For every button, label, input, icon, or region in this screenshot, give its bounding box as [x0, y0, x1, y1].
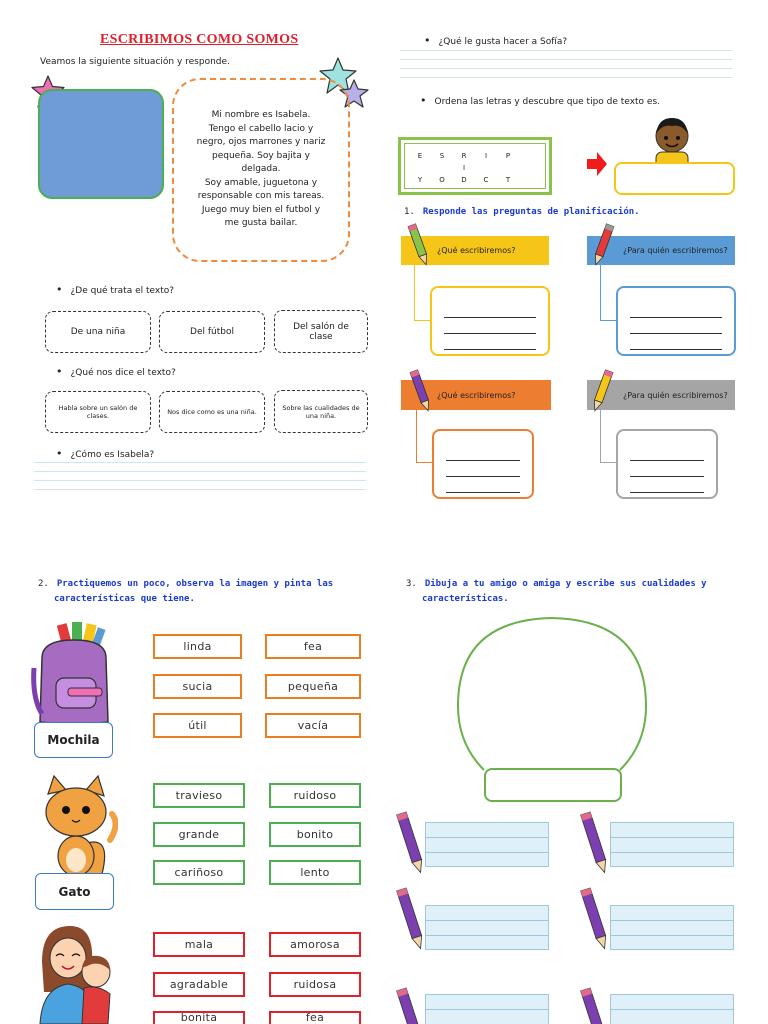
plan-label: ¿Qué escribiremos?: [401, 380, 551, 410]
connector: [600, 410, 617, 463]
image-placeholder: [38, 89, 164, 199]
question-3: • ¿Cómo es Isabela?: [56, 447, 154, 460]
word-option[interactable]: cariñoso: [153, 860, 245, 885]
answer-box[interactable]: [432, 429, 534, 499]
answer-lines[interactable]: [34, 462, 366, 497]
letter: [431, 164, 453, 172]
letter: P: [505, 152, 511, 160]
word-option[interactable]: bonita: [153, 1011, 245, 1024]
connector: [416, 410, 433, 463]
word-option[interactable]: grande: [153, 822, 245, 847]
section-1-text: Responde las preguntas de planificación.: [422, 207, 640, 217]
word-option[interactable]: fea: [265, 634, 361, 659]
writing-lines[interactable]: [425, 905, 549, 950]
page-title: ESCRIBIMOS COMO SOMOS: [100, 32, 299, 47]
word-option[interactable]: pequeña: [265, 674, 361, 699]
option-box[interactable]: Habla sobre un salón de clases.: [45, 391, 151, 433]
story-line: me gusta bailar.: [224, 218, 298, 229]
story-bubble: [172, 78, 350, 262]
backpack-image: [30, 618, 118, 728]
letter: S: [439, 152, 445, 160]
pencil-icon: [580, 984, 610, 1024]
question-2: • ¿Qué nos dice el texto?: [56, 365, 176, 378]
story-line: responsable con mis tareas.: [197, 191, 325, 202]
word-option[interactable]: lento: [269, 860, 361, 885]
letter: E: [417, 152, 423, 160]
label-card: Gato: [35, 873, 114, 910]
label-card: Mochila: [34, 722, 113, 758]
letter: [475, 164, 497, 172]
section-2-text: Practiquemos un poco, observa la imagen y pinta las: [56, 579, 334, 589]
answer-box[interactable]: [614, 162, 735, 195]
section-3-text: características.: [422, 594, 509, 604]
letter: [409, 164, 431, 172]
plan-label: ¿Para quién escribiremos?: [587, 236, 735, 265]
word-option[interactable]: vacía: [265, 713, 361, 738]
word-option[interactable]: ruidoso: [269, 783, 361, 808]
writing-lines[interactable]: [425, 822, 549, 867]
question-1: • ¿De qué trata el texto?: [56, 283, 174, 296]
answer-box[interactable]: [616, 429, 718, 499]
pencil-icon: [589, 368, 615, 414]
pencil-icon: [408, 368, 434, 414]
letter-grid: [409, 152, 541, 184]
answer-box[interactable]: [430, 286, 550, 356]
boy-avatar: [648, 112, 696, 168]
word-option[interactable]: linda: [153, 634, 242, 659]
writing-lines[interactable]: [610, 905, 734, 950]
section-number: 1.: [404, 207, 415, 217]
plan-label: ¿Para quién escribiremos?: [587, 380, 735, 410]
answer-lines[interactable]: [400, 50, 732, 83]
pencil-icon: [396, 808, 426, 878]
letter: [497, 164, 519, 172]
intro-text: Veamos la siguiente situación y responde.: [40, 57, 230, 67]
section-number: 2.: [38, 579, 49, 589]
word-option[interactable]: bonito: [269, 822, 361, 847]
story-line: Mi nombre es Isabela.: [211, 110, 311, 121]
story-line: Juego muy bien el futbol y: [201, 204, 321, 215]
section-number: 3.: [406, 579, 417, 589]
pencil-icon: [580, 808, 610, 878]
word-option[interactable]: sucia: [153, 674, 242, 699]
writing-lines[interactable]: [610, 994, 734, 1024]
letter: Y: [417, 176, 423, 184]
word-option[interactable]: fea: [269, 1011, 361, 1024]
option-box[interactable]: Del fútbol: [159, 311, 265, 353]
cat-image: [32, 774, 118, 880]
pencil-icon: [406, 222, 432, 268]
letter: T: [505, 176, 511, 184]
question-5: • Ordena las letras y descubre que tipo de texto es.: [420, 94, 660, 107]
letter: D: [461, 176, 467, 184]
option-box[interactable]: Nos dice como es una niña.: [159, 391, 265, 433]
word-option[interactable]: ruidosa: [269, 972, 361, 997]
plan-label: ¿Qué escribiremos?: [401, 236, 549, 265]
section-1-heading: [404, 205, 640, 220]
section-2-text: características que tiene.: [54, 594, 195, 604]
letter: [519, 164, 541, 172]
option-box[interactable]: Del salón de clase: [274, 310, 368, 353]
name-plate[interactable]: [484, 768, 622, 802]
word-option[interactable]: amorosa: [269, 932, 361, 957]
story-line: delgada.: [241, 164, 281, 175]
letter: C: [483, 176, 489, 184]
story-line: Tengo el cabello lacio y: [208, 123, 314, 134]
pencil-icon: [396, 884, 426, 954]
letter-grid-frame: [404, 143, 546, 189]
story-line: pequeña. Soy bajita y: [211, 150, 310, 161]
word-option[interactable]: travieso: [153, 783, 245, 808]
writing-lines[interactable]: [610, 822, 734, 867]
letter: [519, 152, 541, 160]
option-box[interactable]: Sobre las cualidades de una niña.: [274, 390, 368, 433]
connector: [414, 265, 431, 321]
word-option[interactable]: útil: [153, 713, 242, 738]
letter: I: [462, 164, 466, 172]
option-box[interactable]: De una niña: [45, 311, 151, 353]
mother-child-image: [36, 922, 116, 1024]
connector: [600, 265, 617, 321]
answer-box[interactable]: [616, 286, 736, 356]
word-option[interactable]: agradable: [153, 972, 245, 997]
letter: I: [484, 152, 488, 160]
letter: O: [439, 176, 445, 184]
word-option[interactable]: mala: [153, 932, 245, 957]
section-2-heading: [38, 577, 333, 607]
arrow-right-icon: [585, 150, 609, 178]
section-3-text: Dibuja a tu amigo o amiga y escribe sus cualidades y: [424, 579, 707, 589]
section-3-heading: [406, 577, 707, 607]
letter: R: [461, 152, 467, 160]
pencil-icon: [590, 222, 616, 268]
letter: [519, 176, 541, 184]
question-4: • ¿Qué le gusta hacer a Sofía?: [424, 34, 567, 47]
pencil-icon: [580, 884, 610, 954]
story-line: negro, ojos marrones y nariz: [196, 137, 326, 148]
story-line: Soy amable, juguetona y: [204, 177, 318, 188]
writing-lines[interactable]: [425, 994, 549, 1024]
pencil-icon: [396, 984, 426, 1024]
letter-puzzle: [398, 137, 552, 195]
